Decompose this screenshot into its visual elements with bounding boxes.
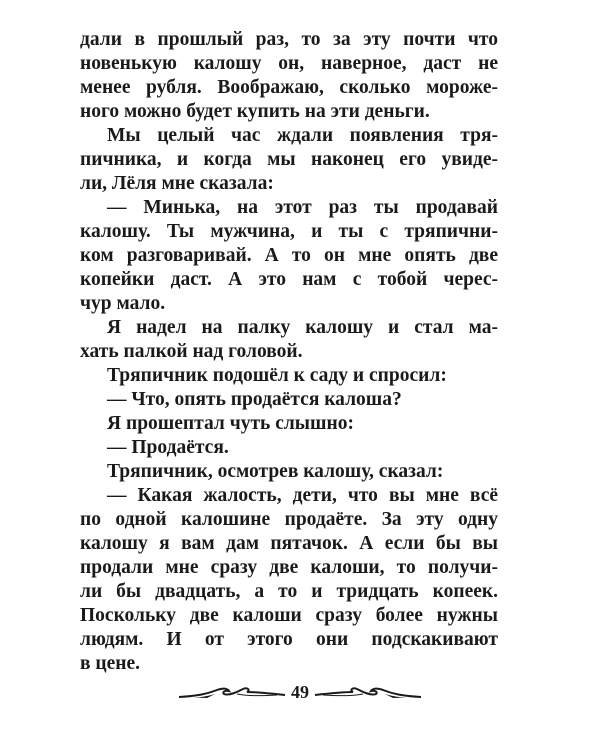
- text-line: менее рубля. Воображаю, сколько мороже-: [80, 77, 498, 98]
- text-line: ного можно будет купить на эти деньги.: [80, 101, 430, 122]
- text-line: Тряпичник, осмотрев калошу, сказал:: [107, 461, 444, 482]
- text-line: дали в прошлый раз, то за эту почти что: [80, 29, 498, 50]
- text-line: ком разговаривай. А то он мне опять две: [80, 245, 498, 266]
- left-ornament-icon: [177, 682, 287, 702]
- text-line: людям. И от этого они подскакивают: [80, 629, 498, 650]
- text-line: Поскольку две калоши сразу более нужны: [80, 605, 498, 626]
- text-line: Я прошептал чуть слышно:: [107, 413, 354, 434]
- text-line: по одной калошине продаёте. За эту одну: [80, 509, 498, 530]
- text-line: ли, Лёля мне сказала:: [80, 173, 274, 194]
- text-line: — Продаётся.: [107, 437, 229, 458]
- page-number: 49: [291, 681, 309, 702]
- text-line: чур мало.: [80, 293, 166, 314]
- text-line: хать палкой над головой.: [80, 341, 303, 362]
- page-footer: [0, 678, 600, 706]
- right-ornament-icon: [313, 682, 423, 702]
- text-line: Тряпичник подошёл к саду и спросил:: [107, 365, 447, 386]
- text-line: — Какая жалость, дети, что вы мне всё: [107, 485, 498, 506]
- text-line: продали мне сразу две калоши, то получи-: [80, 557, 498, 578]
- text-line: — Что, опять продаётся калоша?: [107, 389, 402, 410]
- text-line: калошу. Ты мужчина, и ты с тряпични-: [80, 221, 498, 242]
- text-line: ли бы двадцать, а то и тридцать копеек.: [80, 581, 498, 602]
- text-line: копейки даст. А это нам с тобой черес-: [80, 269, 498, 290]
- text-line: Я надел на палку калошу и стал ма-: [107, 317, 498, 338]
- text-line: калошу я вам дам пятачок. А если бы вы: [80, 533, 498, 554]
- text-line: Мы целый час ждали появления тря-: [107, 125, 498, 146]
- text-line: в цене.: [80, 653, 141, 674]
- page-body-text: [80, 28, 498, 676]
- text-line: пичника, и когда мы наконец его увиде-: [80, 149, 498, 170]
- text-line: — Минька, на этот раз ты продавай: [107, 197, 498, 218]
- text-line: новенькую калошу он, наверное, даст не: [80, 53, 498, 74]
